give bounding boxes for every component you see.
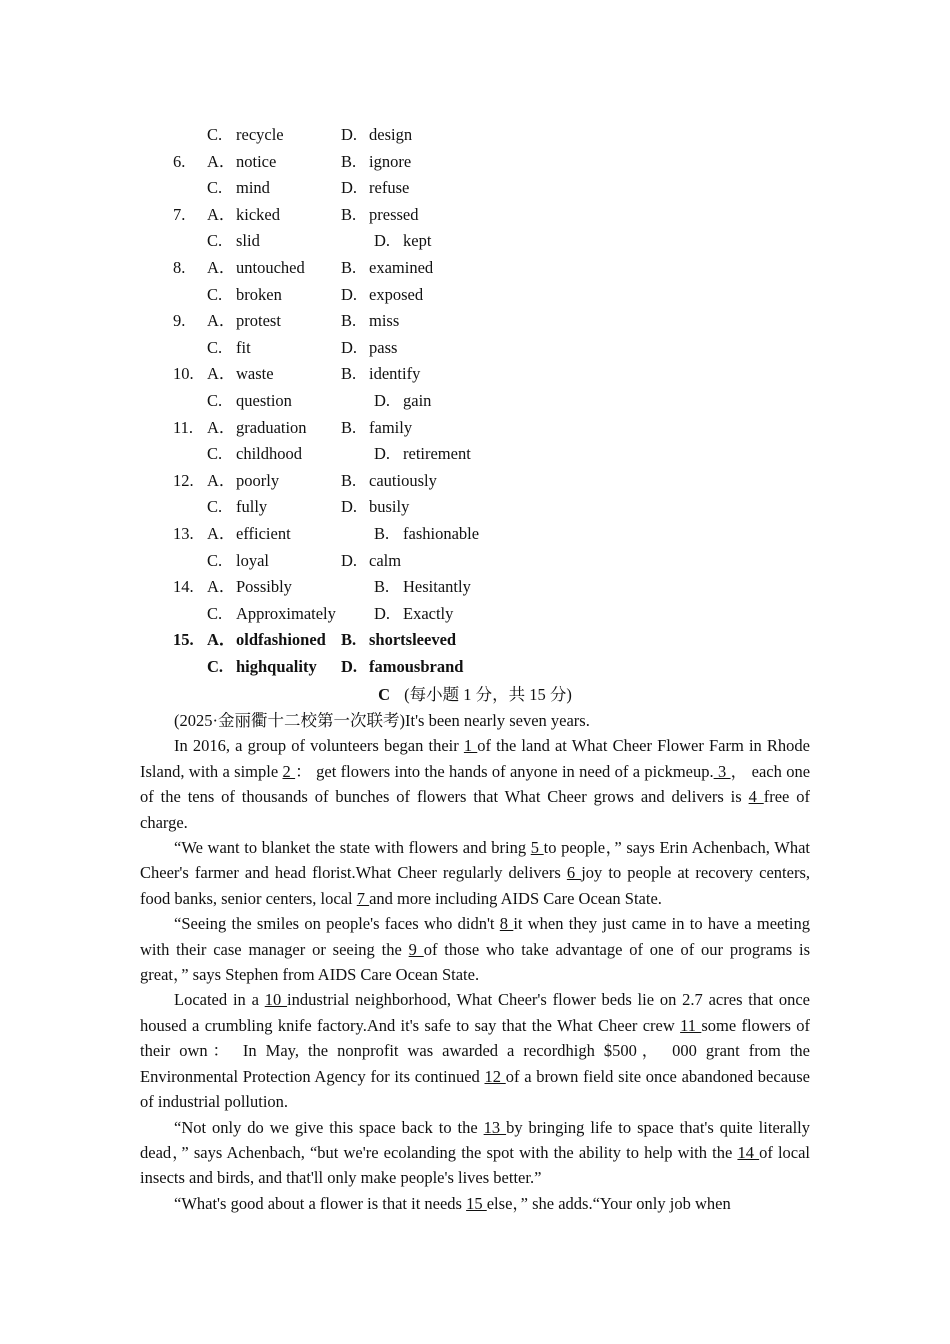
option-row xyxy=(0,441,950,468)
option-text: untouched xyxy=(236,257,305,277)
option-row xyxy=(0,388,950,415)
option-letter: A． xyxy=(207,257,236,277)
option-letter: D. xyxy=(341,656,358,676)
option-text: protest xyxy=(236,311,281,331)
option-letter: C. xyxy=(207,337,223,357)
passage-text: ， each one of the tens of thousands of bunches of flowers that What Cheer grows and delivers is xyxy=(140,761,811,807)
option-text: cautiously xyxy=(369,470,437,490)
passage-text: ： get flowers into the hands of anyone in need of a pickmeup. xyxy=(295,761,714,781)
option-text: calm xyxy=(369,550,402,570)
option-letter: B. xyxy=(341,311,357,331)
option-row xyxy=(0,202,950,229)
option-text: gain xyxy=(403,390,432,410)
option-text: poorly xyxy=(236,470,280,490)
passage-text: it when they just came in to have a meeting with their case manager or seeing the xyxy=(140,914,811,959)
option-text: notice xyxy=(236,151,277,171)
option-row xyxy=(0,415,950,442)
question-number: 6. xyxy=(173,151,186,171)
option-letter: D. xyxy=(341,337,358,357)
option-text: childhood xyxy=(236,444,302,464)
option-text: fit xyxy=(236,337,251,357)
option-text: fashionable xyxy=(403,523,480,543)
question-number: 10. xyxy=(173,364,194,384)
option-text: busily xyxy=(369,497,410,517)
option-text: Possibly xyxy=(236,577,292,597)
option-row xyxy=(0,627,950,654)
blank-number: 1 xyxy=(463,736,478,756)
option-text: miss xyxy=(369,311,400,331)
option-text: oldfashioned xyxy=(236,630,326,650)
option-letter: C. xyxy=(207,178,223,198)
question-number: 11. xyxy=(173,417,194,437)
option-letter: B. xyxy=(341,151,357,171)
option-letter: D. xyxy=(341,497,358,517)
question-number: 14. xyxy=(173,577,194,597)
option-letter: D. xyxy=(374,231,391,251)
option-row xyxy=(0,548,950,575)
blank-number: 15 xyxy=(466,1193,487,1213)
option-text: family xyxy=(369,417,413,437)
passage-text: “Seeing the smiles on people's faces who didn't xyxy=(174,914,500,934)
passage-text: else，” she adds.“Your only job when xyxy=(486,1193,731,1213)
question-number: 9. xyxy=(173,311,186,331)
option-row xyxy=(0,361,950,388)
option-text: refuse xyxy=(369,178,410,198)
option-row xyxy=(0,654,950,681)
question-number: 13. xyxy=(173,523,194,543)
passage-text: to people，” says Erin Achenbach, What Cheer's farmer and head florist.What Cheer regularly delivers xyxy=(140,838,810,883)
option-letter: D. xyxy=(341,178,358,198)
option-letter: A． xyxy=(207,523,236,543)
option-letter: D. xyxy=(341,125,358,144)
passage-paragraph xyxy=(140,1191,810,1216)
question-number: 15. xyxy=(173,630,194,650)
option-letter: D. xyxy=(374,444,391,464)
blank-number: 8 xyxy=(499,914,514,934)
option-row xyxy=(0,255,950,282)
option-letter: B. xyxy=(341,364,357,384)
option-letter: A． xyxy=(207,470,236,490)
option-text: Approximately xyxy=(236,603,336,623)
blank-number: 14 xyxy=(737,1142,760,1162)
blank-number: 5 xyxy=(530,838,544,858)
passage-text: of those who take advantage of one of our programs is great，” says Stephen from AIDS Care Ocean State. xyxy=(140,939,811,985)
passage-text: industrial neighborhood, What Cheer's flower beds lie on 2.7 acres that once housed a crumbling knife factory.And it's safe to say that the What Cheer crew xyxy=(140,990,811,1035)
blank-number: 11 xyxy=(680,1015,702,1035)
option-text: Hesitantly xyxy=(403,577,471,597)
option-letter: B. xyxy=(341,630,357,650)
passage-text: of local insects and birds, and that'll only make people's lives better.” xyxy=(140,1142,811,1188)
option-row xyxy=(0,122,950,149)
option-row xyxy=(0,574,950,601)
option-letter: C. xyxy=(207,444,223,464)
option-row xyxy=(0,228,950,255)
option-letter: A． xyxy=(207,417,236,437)
question-number: 12. xyxy=(173,470,194,490)
option-text: design xyxy=(369,125,413,144)
option-letter: C. xyxy=(207,284,223,304)
option-row xyxy=(0,175,950,202)
option-text: pressed xyxy=(369,204,419,224)
blank-number: 7 xyxy=(356,888,370,908)
option-letter: C. xyxy=(207,603,223,623)
option-row xyxy=(0,282,950,309)
option-text: loyal xyxy=(236,550,269,570)
option-text: kept xyxy=(403,231,432,251)
passage-text: joy to people at recovery centers, food banks, senior centers, local xyxy=(140,863,810,908)
option-letter: B. xyxy=(341,204,357,224)
option-letter: B. xyxy=(341,417,357,437)
option-text: waste xyxy=(236,364,274,384)
option-letter: D. xyxy=(374,603,391,623)
passage-text: and more including AIDS Care Ocean State. xyxy=(369,888,662,908)
passage-text: free of charge. xyxy=(140,787,811,832)
section-letter: C xyxy=(378,685,391,704)
option-row xyxy=(0,335,950,362)
option-letter: B. xyxy=(374,523,390,543)
option-text: mind xyxy=(236,178,270,198)
option-letter: C. xyxy=(207,390,223,410)
blank-number: 10 xyxy=(264,990,288,1010)
passage-text: “Not only do we give this space back to the xyxy=(174,1117,484,1137)
passage-text: of the land at What Cheer Flower Farm in Rhode Island, with a simple xyxy=(140,736,810,781)
option-letter: B. xyxy=(374,577,390,597)
option-text: highquality xyxy=(236,656,317,676)
passage-text: “What's good about a flower is that it needs xyxy=(174,1193,467,1213)
option-letter: D. xyxy=(341,550,358,570)
passage-paragraph xyxy=(140,733,810,835)
option-letter: D. xyxy=(341,284,358,304)
option-row xyxy=(0,601,950,628)
option-text: broken xyxy=(236,284,282,304)
blank-number: 13 xyxy=(483,1117,507,1137)
passage-paragraph xyxy=(140,987,810,1114)
option-text: fully xyxy=(236,497,268,517)
blank-number: 2 xyxy=(282,761,296,781)
passage-paragraph xyxy=(140,1115,810,1191)
section-score-note: (每小题 1 分，共 15 分) xyxy=(404,685,572,704)
passage-source-line xyxy=(140,708,810,733)
option-row xyxy=(0,468,950,495)
option-letter: A． xyxy=(207,204,236,224)
option-letter: C. xyxy=(207,497,223,517)
passage-text: In 2016, a group of volunteers began their xyxy=(174,736,464,756)
option-text: retirement xyxy=(403,444,471,464)
blank-number: 4 xyxy=(748,787,764,807)
option-text: recycle xyxy=(236,125,284,144)
passage-text: by bringing life to space that's quite literally dead，” says Achenbach, “but we're ecolanding the spot with the ability to help with the xyxy=(140,1117,810,1162)
option-text: pass xyxy=(369,337,398,357)
option-letter: A． xyxy=(207,630,236,650)
option-text: famousbrand xyxy=(369,656,464,676)
option-text: ignore xyxy=(369,151,412,171)
option-text: Exactly xyxy=(403,603,454,623)
option-letter: C. xyxy=(207,656,224,676)
option-text: kicked xyxy=(236,204,280,224)
option-text: exposed xyxy=(369,284,424,304)
option-text: examined xyxy=(369,257,434,277)
option-letter: C. xyxy=(207,231,223,251)
option-text: question xyxy=(236,390,292,410)
option-letter: A． xyxy=(207,311,236,331)
option-letter: A． xyxy=(207,364,236,384)
option-letter: B. xyxy=(341,470,357,490)
passage-paragraph xyxy=(140,835,810,911)
passage-text: “We want to blanket the state with flowers and bring xyxy=(174,838,531,858)
option-letter: A． xyxy=(207,151,236,171)
question-number: 7. xyxy=(173,204,186,224)
section-heading xyxy=(0,682,950,708)
option-row xyxy=(0,149,950,176)
option-row xyxy=(0,494,950,521)
passage-text: of a brown field site once abandoned because of industrial pollution. xyxy=(140,1066,811,1112)
passage-text: (2025·金丽衢十二校第一次联考)It's been nearly seven years. xyxy=(174,711,590,730)
option-letter: D. xyxy=(374,390,391,410)
option-row xyxy=(0,521,950,548)
passage-text: Located in a xyxy=(174,990,265,1010)
option-letter: A． xyxy=(207,577,236,597)
answer-options-list xyxy=(0,122,950,680)
blank-number: 9 xyxy=(408,939,424,959)
cloze-passage xyxy=(140,708,810,1216)
question-number: 8. xyxy=(173,257,186,277)
option-text: identify xyxy=(369,364,421,384)
option-letter: C. xyxy=(207,125,223,144)
option-text: slid xyxy=(236,231,260,251)
blank-number: 3 xyxy=(713,761,731,781)
passage-text: some flowers of their own： In May, the nonprofit was awarded a recordhigh $500， 000 grant from the Environmental Protection Agency for its continued xyxy=(140,1015,810,1086)
option-text: graduation xyxy=(236,417,307,437)
blank-number: 12 xyxy=(484,1066,506,1086)
option-text: efficient xyxy=(236,523,291,543)
option-letter: C. xyxy=(207,550,223,570)
option-row xyxy=(0,308,950,335)
option-text: shortsleeved xyxy=(369,630,457,650)
option-letter: B. xyxy=(341,257,357,277)
passage-paragraph xyxy=(140,911,810,987)
blank-number: 6 xyxy=(566,863,582,883)
